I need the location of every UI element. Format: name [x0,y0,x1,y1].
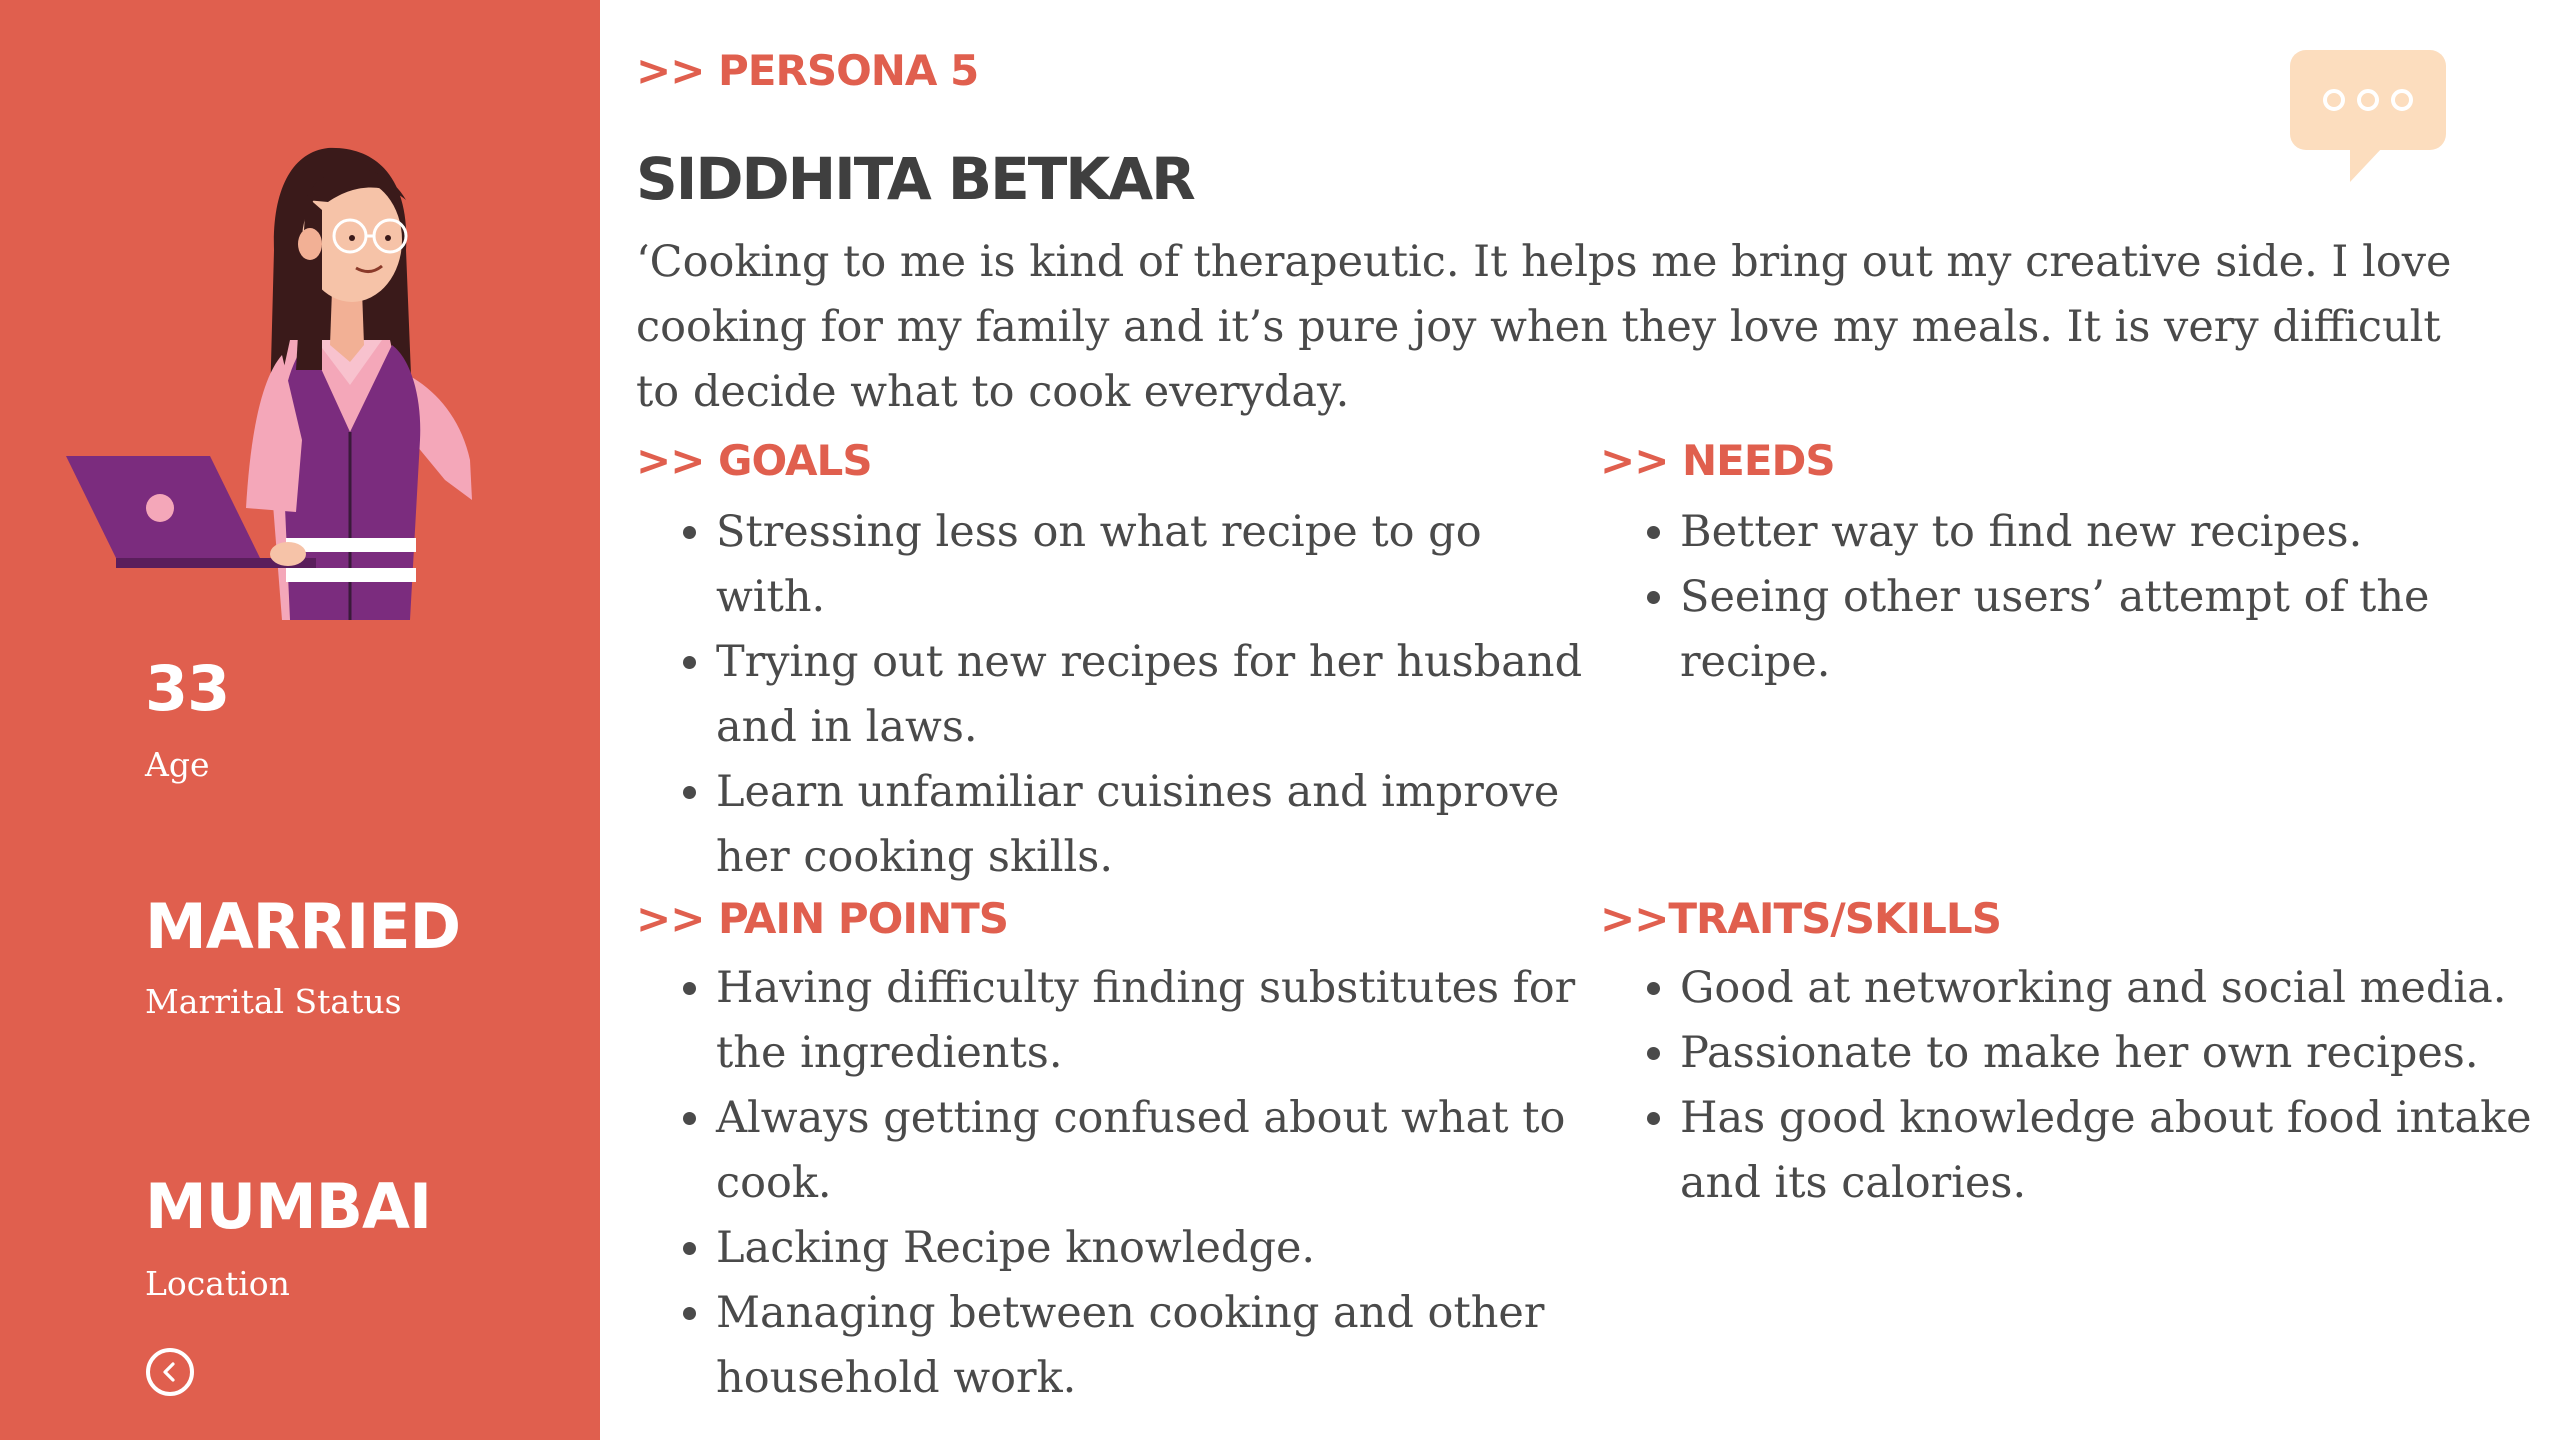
list-item: • Having difficulty finding substitutes for the ingredients. [716,956,1596,1086]
chevron-left-icon [158,1360,182,1384]
location-label: Location [145,1264,290,1303]
list-item: • Lacking Recipe knowledge. [716,1216,1596,1281]
list-item: • Always getting confused about what to cook. [716,1086,1596,1216]
list-item: • Seeing other users’ attempt of the recipe. [1680,565,2560,695]
list-item: • Managing between cooking and other household work. [716,1281,1596,1411]
list-item: • Better way to find new recipes. [1680,500,2560,565]
persona-avatar-illustration [60,140,550,630]
persona-quote: ‘Cooking to me is kind of therapeutic. It helps me bring out my creative side. I love cooking for my family and it’s pure joy when they love my meals. It is very difficult to decide what to cook everyday. [636,237,2452,417]
age-value: 33 [145,652,230,725]
traits-heading: >>TRAITS/SKILLS [1600,894,2001,943]
marital-status-value: MARRIED [145,890,461,963]
list-item: • Stressing less on what recipe to go with. [716,500,1596,630]
persona-content [600,0,2560,1440]
age-label: Age [145,745,210,784]
list-item: • Has good knowledge about food intake and its calories. [1680,1086,2560,1216]
back-button[interactable] [146,1348,194,1396]
traits-list [1600,956,2560,1216]
persona-number: >> PERSONA 5 [636,46,979,95]
pain-points-heading: >> PAIN POINTS [636,894,1008,943]
marital-status-label: Marrital Status [145,982,402,1021]
goals-list [636,500,1596,890]
persona-name: SIDDHITA BETKAR [636,145,1194,213]
list-item: • Passionate to make her own recipes. [1680,1021,2560,1086]
goals-heading: >> GOALS [636,436,872,485]
pain-points-list [636,956,1596,1411]
list-item: • Trying out new recipes for her husband and in laws. [716,630,1596,760]
needs-list [1600,500,2560,695]
chat-bubble-icon [2290,50,2450,185]
profile-sidebar [0,0,600,1440]
list-item: • Learn unfamiliar cuisines and improve her cooking skills. [716,760,1596,890]
list-item: • Good at networking and social media. [1680,956,2560,1021]
needs-heading: >> NEEDS [1600,436,1835,485]
location-value: MUMBAI [145,1170,432,1243]
